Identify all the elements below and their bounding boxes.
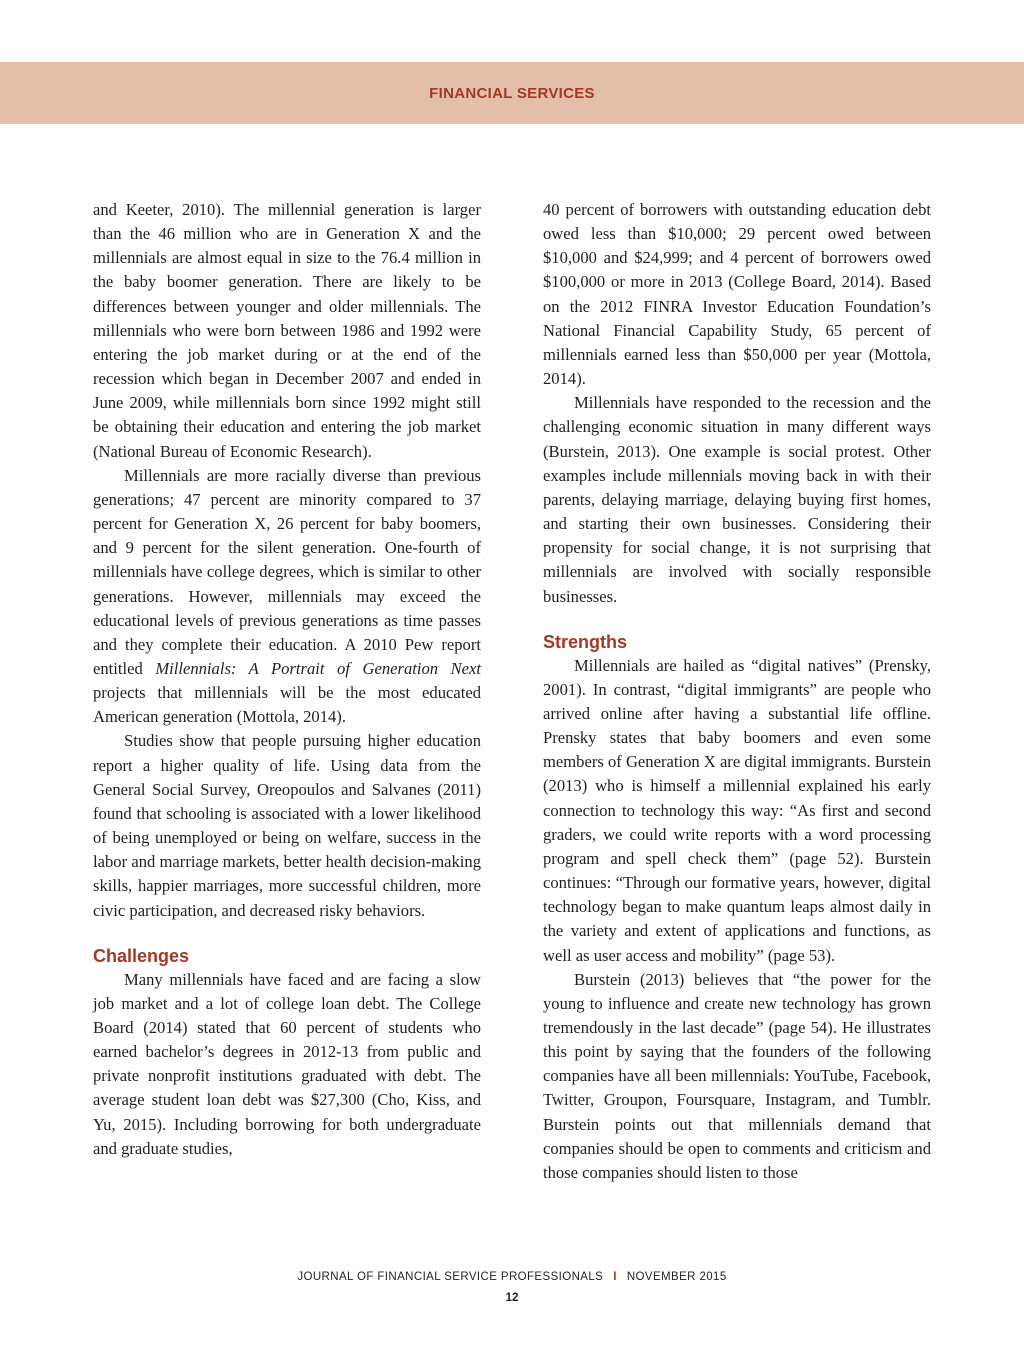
left-paragraph-2-text-a: Millennials are more racially diverse than previous generations; 47 percent are minority compared to 37 percent for Generation X, 26 percent for baby boomers, and 9 percent for the silent generation. One-fourth of millennials have college degrees, which is similar to other generations. However, millennials may exceed the educational levels of previous generations as time passes and they complete their education. A 2010 Pew report entitled xyxy=(93,465,481,678)
right-paragraph-1: 40 percent of borrowers with outstanding education debt owed less than $10,000; 29 percent owed between $10,000 and $24,999; and 4 percent of borrowers owed $100,000 or more in 2013 (College Board, 2014). Based on the 2012 FINRA Investor Education Foundation’s National Financial Capability Study, 65 percent of millennials earned less than $50,000 per year (Mottola, 2014). xyxy=(543,200,931,389)
right-column xyxy=(543,198,931,1185)
strengths-heading: Strengths xyxy=(543,631,628,652)
left-paragraph-2-text-b: projects that millennials will be the most educated American generation (Mottola, 2014). xyxy=(93,683,481,727)
report-title: Millennials: A Portrait of Generation Next xyxy=(155,658,482,678)
footer-separator: I xyxy=(613,1271,617,1283)
journal-name: JOURNAL OF FINANCIAL SERVICE PROFESSIONALS xyxy=(297,1271,604,1283)
section-title: FINANCIAL SERVICES xyxy=(429,85,595,102)
left-paragraph-3: Studies show that people pursuing higher education report a higher quality of life. Using data from the General Social Survey, Oreopoulos and Salvanes (2011) found that schooling is associated with a lower likelihood of being unemployed or being on welfare, success in the labor and marriage markets, better health decision-making skills, happier marriages, more successful children, more civic participation, and decreased risky behaviors. xyxy=(93,731,481,920)
left-paragraph-2 xyxy=(93,464,481,730)
right-paragraph-4: Burstein (2013) believes that “the power for the young to influence and create new technology has grown tremendously in the last decade” (page 54). He illustrates this point by saying that the founders of the following companies have all been millennials: YouTube, Facebook, Twitter, Groupon, Foursquare, Instagram, and Tumblr. Burstein points out that millennials demand that companies should be open to comments and criticism and those companies should listen to those xyxy=(543,969,931,1182)
right-paragraph-2: Millennials have responded to the recession and the challenging economic situation in many different ways (Burstein, 2013). One example is social protest. Other examples include millennials moving back in with their parents, delaying marriage, delaying buying first homes, and starting their own businesses. Considering their propensity for social change, it is not surprising that millennials are involved with socially responsible businesses. xyxy=(543,393,931,606)
page-number: 12 xyxy=(505,1292,519,1304)
footer-journal-line xyxy=(0,1271,1024,1283)
left-paragraph-4: Many millennials have faced and are facing a slow job market and a lot of college loan debt. The College Board (2014) stated that 60 percent of students who earned bachelor’s degrees in 2012-13 from public and private nonprofit institutions graduated with debt. The average student loan debt was $27,300 (Cho, Kiss, and Yu, 2015). Including borrowing for both undergraduate and graduate studies, xyxy=(93,969,481,1158)
issue-date: NOVEMBER 2015 xyxy=(626,1271,727,1283)
left-paragraph-1: and Keeter, 2010). The millennial generation is larger than the 46 million who are in Generation X and the millennials are almost equal in size to the 76.4 million in the baby boomer generation. There are likely to be differences between younger and older millennials. The millennials who were born between 1986 and 1992 were entering the job market during or at the end of the recession which began in December 2007 and ended in June 2009, while millennials born since 1992 might still be obtaining their education and entering the job market (National Bureau of Economic Research). xyxy=(93,200,481,461)
right-paragraph-3: Millennials are hailed as “digital natives” (Prensky, 2001). In contrast, “digital immigrants” are people who arrived online after having a substantial life offline. Prensky states that baby boomers and even some members of Generation X are digital immigrants. Burstein (2013) who is himself a millennial explained his early connection to technology this way: “As first and second graders, we could write reports with a word processing program and spell check them” (page 52). Burstein continues: “Through our formative years, however, digital technology began to make quantum leaps almost daily in the variety and extent of applications and functions, as well as user access and mobility” (page 53). xyxy=(543,655,932,965)
challenges-heading: Challenges xyxy=(93,945,190,966)
left-column xyxy=(93,198,481,1161)
